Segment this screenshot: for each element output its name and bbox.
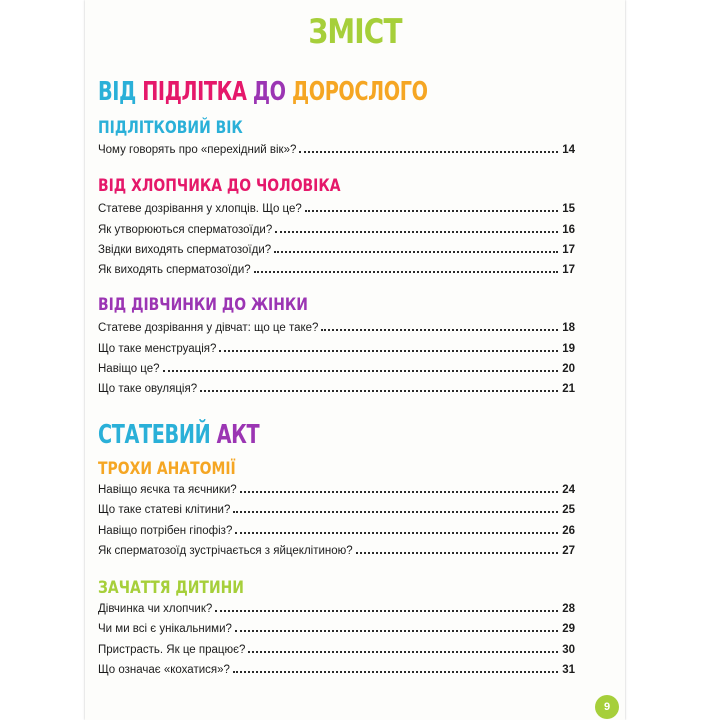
toc-entry-page: 26 (562, 525, 575, 537)
toc-entry-title: Як утворюються сперматозоїди? (98, 224, 273, 236)
toc-entry-title: Що таке статеві клітини? (98, 504, 231, 516)
toc-entry[interactable] (98, 264, 575, 280)
section-heading-4: ТРОХИ АНАТОМІЇ (98, 459, 236, 479)
toc-entry[interactable] (98, 363, 575, 379)
toc-entry-title: Що таке овуляція? (98, 383, 198, 395)
toc-entry-title: Чи ми всі є унікальними? (98, 623, 232, 635)
part-heading-1-word-1: ВІД (98, 77, 136, 107)
dot-leader (219, 350, 558, 352)
toc-entry[interactable] (98, 343, 575, 359)
toc-entry[interactable] (98, 545, 575, 561)
page-number-badge: 9 (595, 695, 619, 719)
toc-entry-title: Звідки виходять сперматозоїди? (98, 244, 272, 256)
toc-entry[interactable] (98, 322, 575, 338)
toc-entry-title: Як виходять сперматозоїди? (98, 264, 251, 276)
toc-entry-title: Дівчинка чи хлопчик? (98, 603, 213, 615)
dot-leader (274, 251, 558, 253)
toc-entry-page: 24 (562, 484, 575, 496)
toc-entry-page: 30 (562, 644, 575, 656)
toc-entry-page: 16 (562, 224, 575, 236)
dot-leader (200, 390, 558, 392)
toc-entry-page: 17 (562, 264, 575, 276)
dot-leader (321, 329, 558, 331)
toc-entry-page: 27 (562, 545, 575, 557)
toc-entry-title: Навіщо потрібен гіпофіз? (98, 525, 233, 537)
part-heading-1-word-3: ДО (252, 77, 286, 107)
dot-leader (163, 370, 559, 372)
toc-entry-title: Як сперматозоїд зустрічається з яйцеклітиною? (98, 545, 353, 557)
section-heading-5: ЗАЧАТТЯ ДИТИНИ (98, 578, 244, 598)
toc-entry-title: Навіщо яєчка та яєчники? (98, 484, 237, 496)
toc-entry[interactable] (98, 244, 575, 260)
dot-leader (299, 151, 558, 153)
toc-entry[interactable] (98, 504, 575, 520)
part-heading-1-word-2: ПІДЛІТКА (142, 77, 247, 107)
toc-entry-title: Що означає «кохатися»? (98, 664, 230, 676)
section-heading-3: ВІД ДІВЧИНКИ ДО ЖІНКИ (98, 295, 308, 315)
dot-leader (248, 651, 558, 653)
toc-entry-page: 17 (562, 244, 575, 256)
part-heading-2-word-1: СТАТЕВИЙ (98, 420, 211, 450)
toc-entry[interactable] (98, 603, 575, 619)
dot-leader (305, 210, 558, 212)
part-heading-1-word-4: ДОРОСЛОГО (291, 77, 428, 107)
dot-leader (233, 671, 558, 673)
toc-entry[interactable] (98, 383, 575, 399)
toc-entry[interactable] (98, 525, 575, 541)
toc-entry[interactable] (98, 644, 575, 660)
section-heading-2: ВІД ХЛОПЧИКА ДО ЧОЛОВІКА (98, 176, 341, 196)
toc-entry-page: 31 (562, 664, 575, 676)
toc-entry-page: 19 (562, 343, 575, 355)
dot-leader (275, 231, 558, 233)
book-page (85, 0, 625, 720)
dot-leader (235, 630, 558, 632)
part-heading-2-word-2: АКТ (216, 420, 260, 450)
toc-entry-page: 20 (562, 363, 575, 375)
dot-leader (254, 271, 558, 273)
dot-leader (240, 491, 559, 493)
toc-entry-title: Статеве дозрівання у дівчат: що це таке? (98, 322, 319, 334)
dot-leader (356, 552, 559, 554)
toc-entry-title: Статеве дозрівання у хлопців. Що це? (98, 203, 302, 215)
toc-entry-page: 21 (562, 383, 575, 395)
toc-entry-title: Що таке менструація? (98, 343, 217, 355)
toc-entry-title: Навіщо це? (98, 363, 160, 375)
dot-leader (235, 532, 558, 534)
dot-leader (233, 511, 558, 513)
toc-entry[interactable] (98, 144, 575, 160)
section-heading-1: ПІДЛІТКОВИЙ ВІК (98, 118, 243, 138)
toc-entry-page: 18 (562, 322, 575, 334)
toc-entry-page: 28 (562, 603, 575, 615)
toc-entry-page: 29 (562, 623, 575, 635)
dot-leader (215, 610, 558, 612)
toc-entry-page: 14 (562, 144, 575, 156)
part-heading-1 (98, 77, 428, 107)
toc-entry[interactable] (98, 623, 575, 639)
part-heading-2 (98, 420, 259, 450)
toc-entry[interactable] (98, 484, 575, 500)
toc-entry[interactable] (98, 224, 575, 240)
toc-entry[interactable] (98, 203, 575, 219)
toc-entry-page: 25 (562, 504, 575, 516)
toc-entry[interactable] (98, 664, 575, 680)
toc-entry-page: 15 (562, 203, 575, 215)
toc-entry-title: Пристрасть. Як це працює? (98, 644, 246, 656)
page-title: ЗМІСТ (308, 12, 402, 52)
toc-entry-title: Чому говорять про «перехідний вік»? (98, 144, 297, 156)
